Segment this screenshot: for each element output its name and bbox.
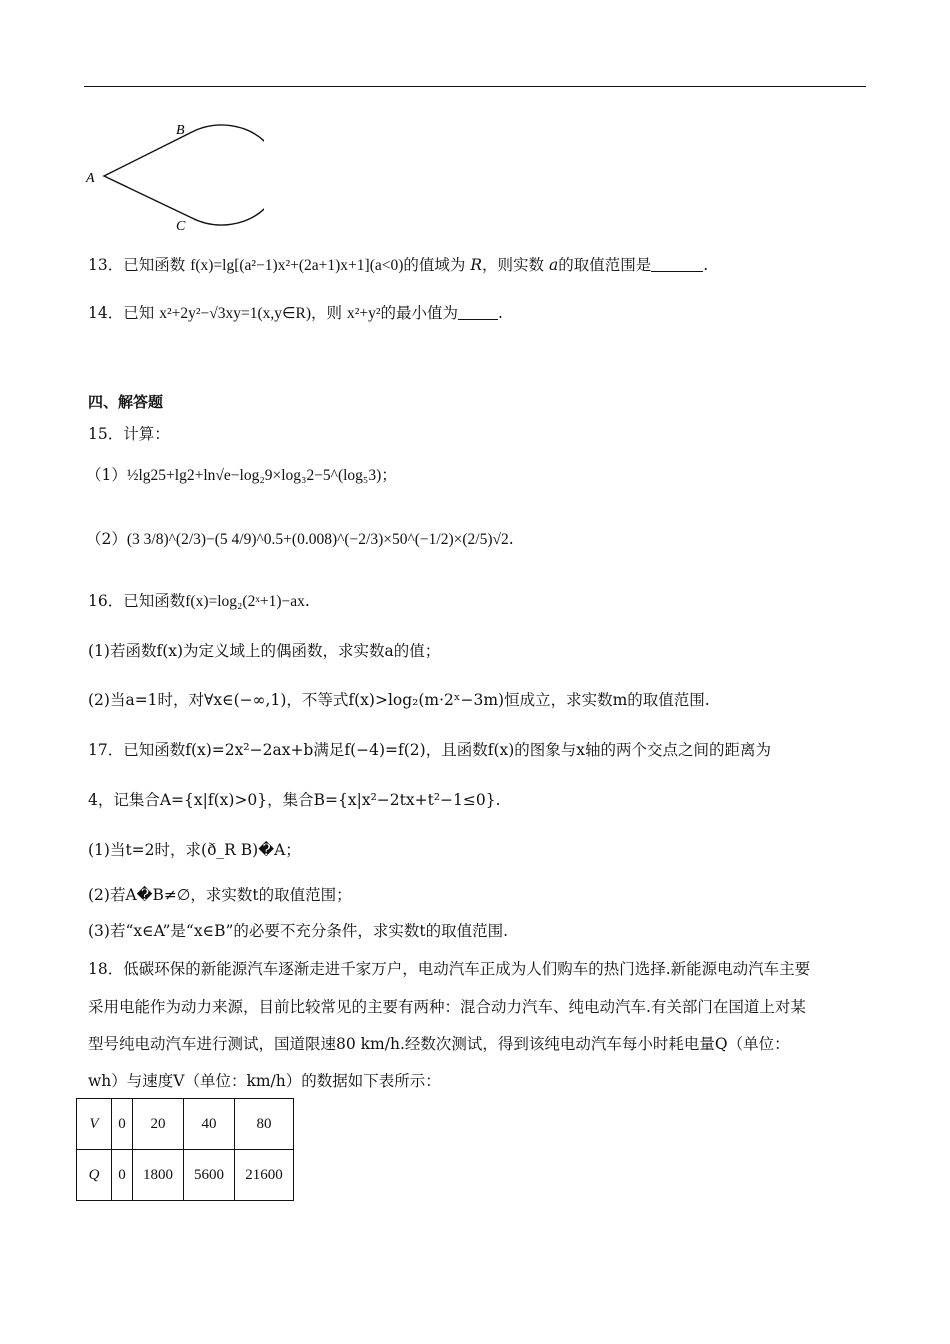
q13-mid: 的值域为	[403, 256, 466, 274]
q16-part1: (1)若函数f(x)为定义域上的偶函数，求实数a的值；	[88, 642, 441, 660]
question-18	[88, 958, 810, 980]
q16-number: 16．	[88, 592, 124, 610]
table-cell: 40	[184, 1099, 235, 1150]
table-cell: 5600	[184, 1150, 235, 1201]
section-title: 四、解答题	[88, 393, 164, 411]
q13-tail2: 的取值范围是	[558, 256, 652, 274]
q13-number: 13．	[88, 256, 124, 274]
table-cell: 20	[133, 1099, 184, 1150]
q13-answer-blank[interactable]	[651, 257, 703, 272]
table-head-cell	[77, 1099, 112, 1150]
header-rule	[84, 86, 866, 87]
q15-part2-end: .	[508, 530, 514, 548]
q15-part1-end: ；	[381, 466, 397, 484]
q14-mid: ，则	[311, 304, 343, 322]
q16-lead: 已知函数	[123, 592, 186, 610]
q13-lead: 已知函数	[123, 256, 186, 274]
q13-range: R	[470, 256, 483, 274]
q14-tail: 的最小值为	[380, 304, 459, 322]
q17-line1: 已知函数f(x)=2x²−2ax+b满足f(−4)=f(2)，且函数f(x)的图象与x轴的两个交点之间的距离为	[123, 741, 772, 759]
table-row	[77, 1099, 294, 1150]
label-b: B	[176, 123, 185, 138]
table-cell: 80	[235, 1099, 294, 1150]
q16-formula: f(x)=log₂(2ˣ+1)−ax	[185, 593, 305, 610]
table-head-cell	[77, 1150, 112, 1201]
q18-line3: 型号纯电动汽车进行测试，国道限速80 km/h.经数次测试，得到该纯电动汽车每小时耗电量Q（单位：	[88, 1035, 790, 1053]
q14-answer-blank[interactable]	[458, 305, 498, 320]
q18-number: 18．	[88, 960, 124, 978]
teardrop-outline	[104, 125, 264, 225]
q17-line2: 4，记集合A={x|f(x)>0}，集合B={x|x²−2tx+t²−1≤0}.	[88, 791, 501, 809]
q16-part2: (2)当a=1时，对∀x∈(−∞,1)，不等式f(x)>log₂(m·2ˣ−3m)恒成立，求实数m的取值范围.	[88, 691, 710, 709]
table-cell: 1800	[133, 1150, 184, 1201]
label-a: A	[86, 171, 95, 186]
q17-number: 17．	[88, 741, 124, 759]
table-cell: 21600	[235, 1150, 294, 1201]
table-row	[77, 1150, 294, 1201]
table-cell: 0	[112, 1150, 133, 1201]
q17-part3: (3)若“x∈A”是“x∈B”的必要不充分条件，求实数t的取值范围.	[88, 922, 509, 940]
q15-part1	[86, 464, 397, 487]
q18-line4: wh）与速度V（单位：km/h）的数据如下表所示：	[88, 1072, 441, 1090]
q14-expr: x²+y²	[346, 305, 381, 322]
q17-part1: (1)当t=2时，求(ð_R B)�A；	[88, 841, 301, 859]
q14-number: 14．	[88, 304, 124, 322]
question-15	[88, 423, 170, 445]
q15-number: 15．	[88, 425, 124, 443]
q15-part2-label: （2）	[86, 530, 127, 548]
q16-end: .	[304, 592, 310, 610]
head-q: Q	[88, 1166, 100, 1183]
head-v: V	[89, 1115, 99, 1132]
q14-end: .	[498, 304, 503, 322]
q15-part1-label: （1）	[86, 466, 127, 484]
question-13	[88, 254, 708, 277]
q15-part2	[86, 528, 514, 551]
q18-line2: 采用电能作为动力来源，目前比较常见的主要有两种：混合动力汽车、纯电动汽车.有关部门在国道上对某	[88, 998, 806, 1016]
table-cell: 0	[112, 1099, 133, 1150]
q15-part2-formula: (3 3/8)^(2/3)−(5 4/9)^0.5+(0.008)^(−2/3)×50^(−1/2)×(2/5)√2	[126, 531, 509, 548]
q13-var: a	[548, 256, 559, 274]
q18-line1: 低碳环保的新能源汽车逐渐走进千家万户，电动汽车正成为人们购车的热门选择.新能源电动汽车主要	[123, 960, 811, 978]
label-c: C	[176, 219, 186, 234]
q14-lead: 已知	[123, 304, 155, 322]
question-17	[88, 739, 771, 761]
q13-tail: ，则实数	[482, 256, 545, 274]
q13-end: .	[703, 256, 709, 274]
teardrop-figure	[84, 116, 264, 236]
question-14	[88, 302, 503, 325]
q13-formula: f(x)=lg[(a²−1)x²+(2a+1)x+1](a<0)	[190, 257, 404, 274]
q15-title: 计算：	[123, 425, 170, 443]
q17-part2: (2)若A�B≠∅，求实数t的取值范围；	[88, 886, 352, 904]
q15-part1-formula: ½lg25+lg2+ln√e−log₂9×log₃2−5^(log₅3)	[126, 467, 382, 484]
q14-formula: x²+2y²−√3xy=1(x,y∈R)	[159, 305, 312, 322]
q18-data-table	[76, 1098, 294, 1201]
question-16	[88, 590, 310, 613]
